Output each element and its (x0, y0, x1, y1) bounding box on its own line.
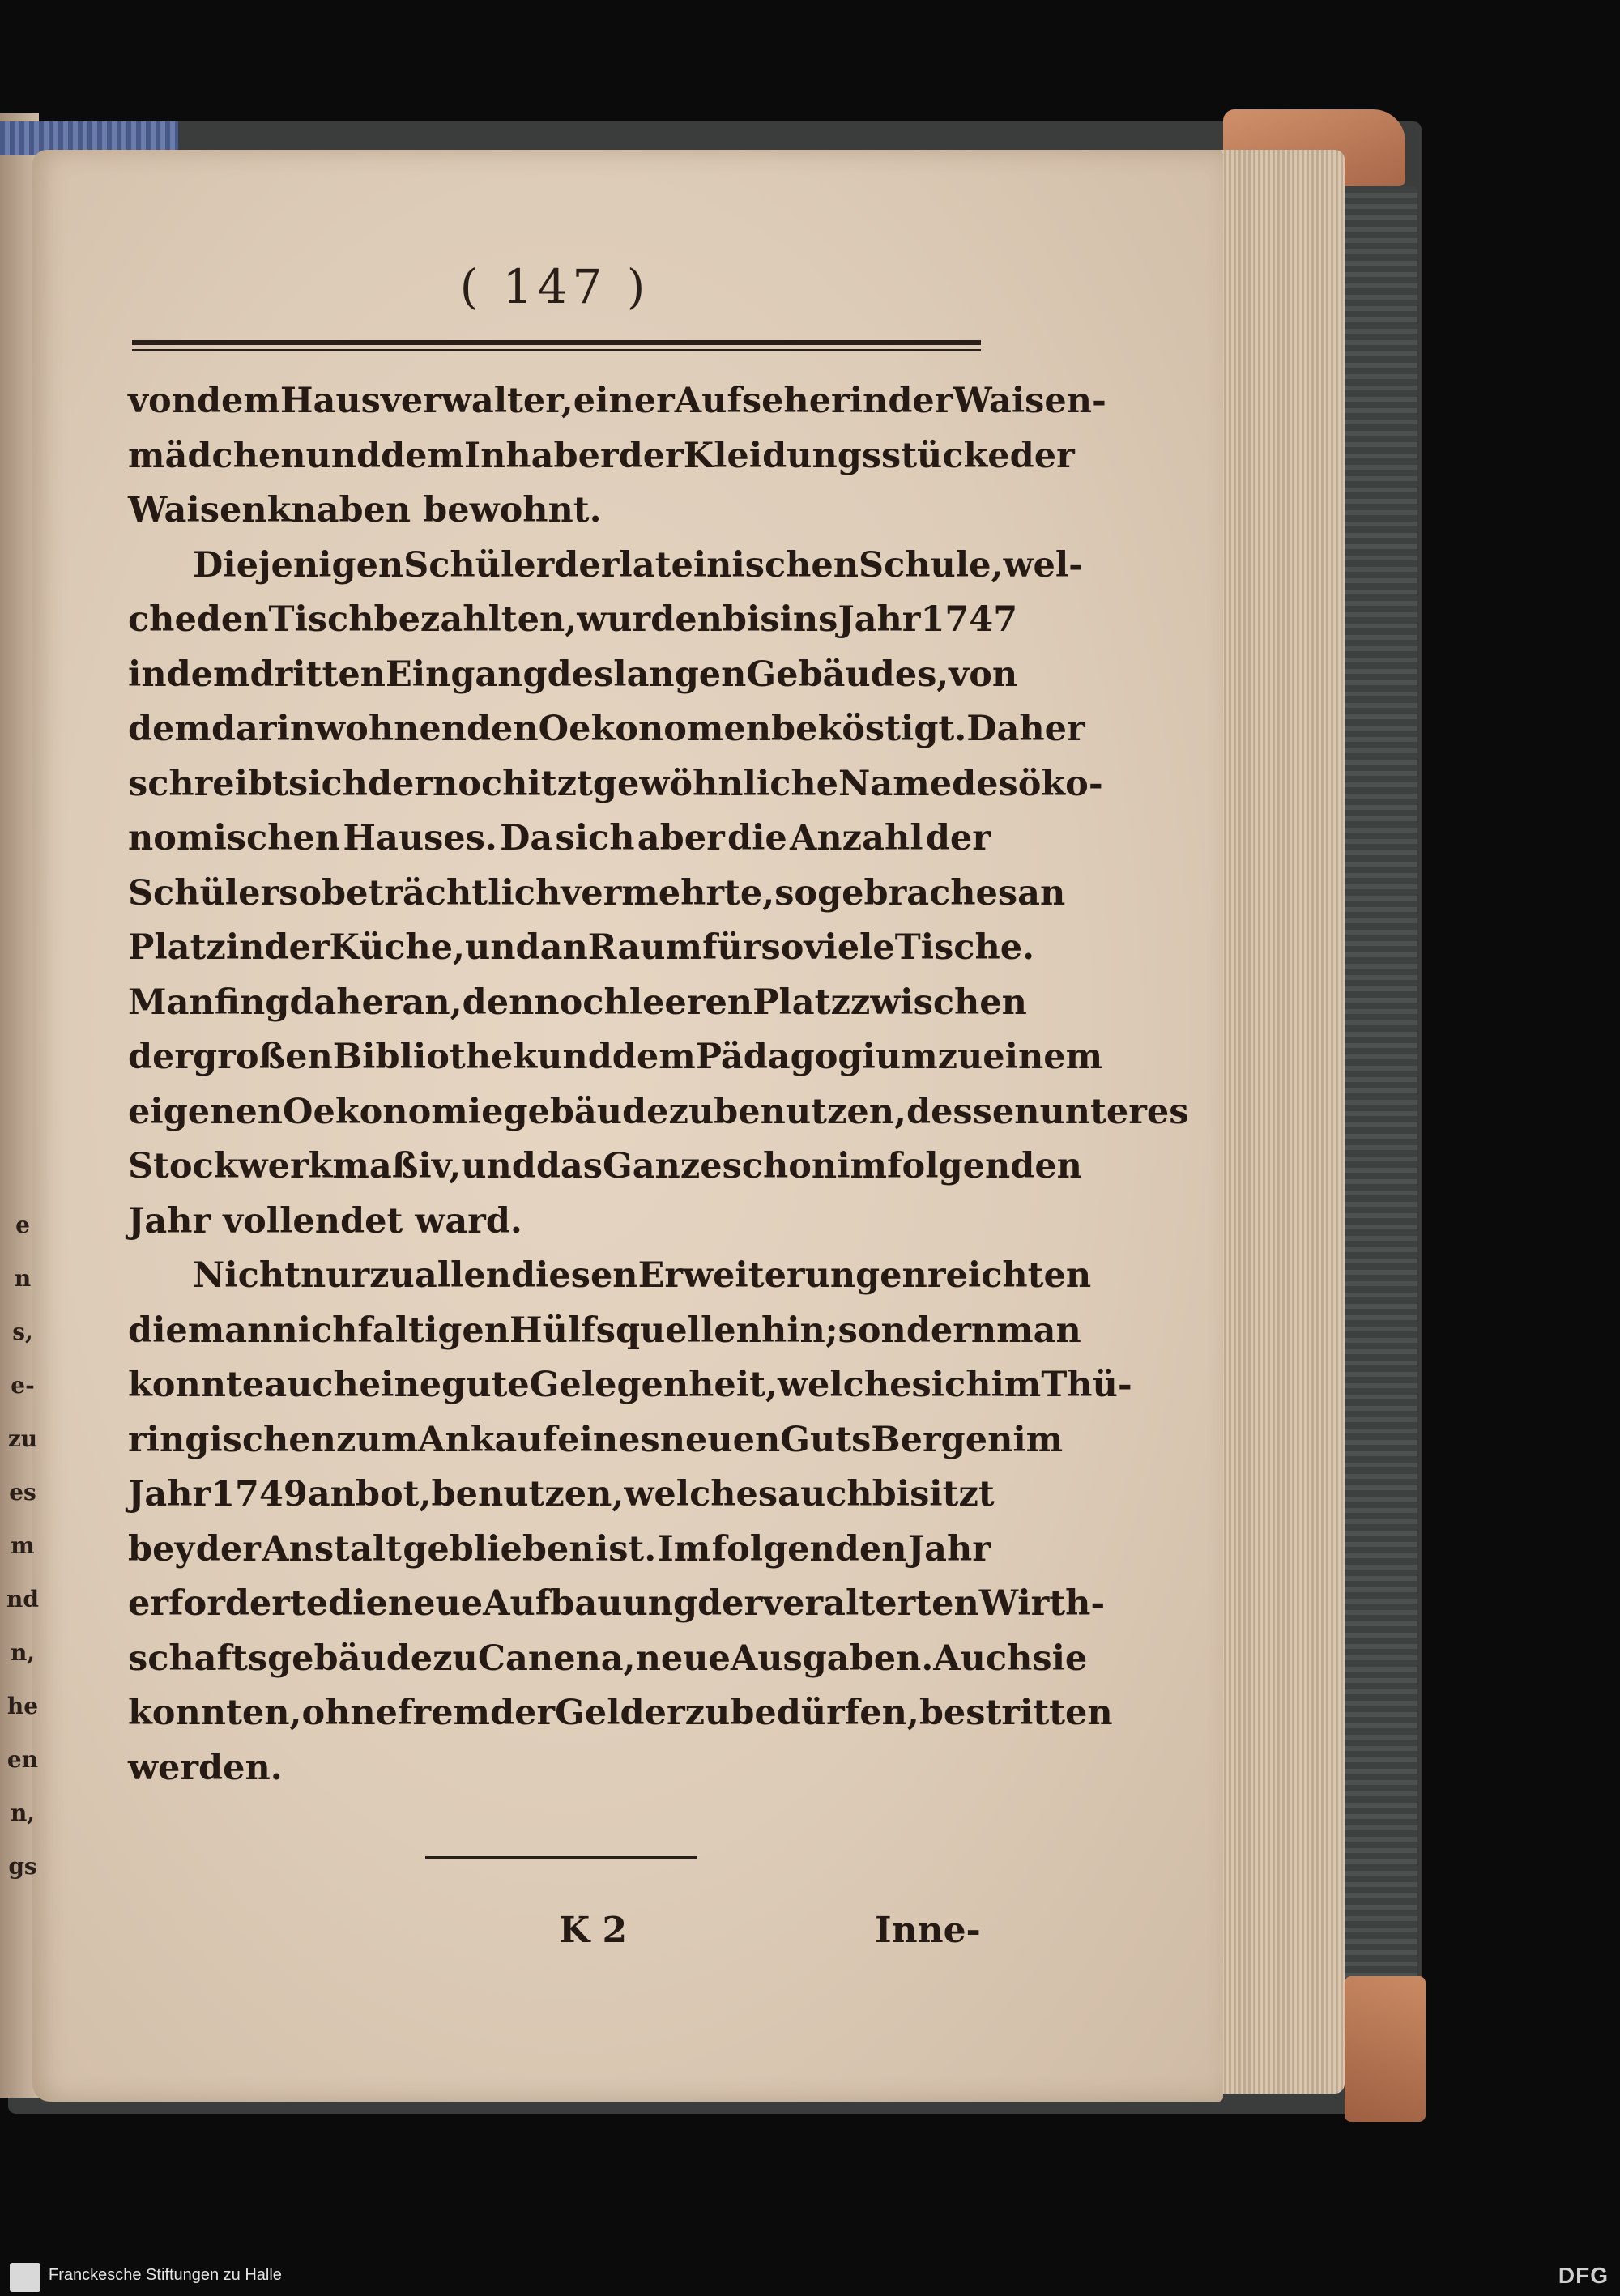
signature-mark: K 2 (559, 1910, 628, 1951)
margin-letter: e (15, 1212, 30, 1238)
page-fore-edge (1207, 150, 1345, 2094)
text-line: Nicht nur zu allen diesen Erweiterungen reichten (193, 1255, 1092, 1296)
text-line: Waisenknaben bewohnt. (128, 490, 602, 530)
header-rule (132, 340, 981, 351)
leather-corner-bottom (1345, 1976, 1426, 2122)
footer-rule (425, 1856, 697, 1859)
text-line: che den Tisch bezahlten, wurden bis ins Jahr 1747 (128, 599, 1018, 640)
margin-letter: n (14, 1265, 32, 1292)
dfg-logo: DFG (1558, 2263, 1609, 2288)
source-credit: Franckesche Stiftungen zu Halle (49, 2266, 282, 2284)
text-line: von dem Hausverwalter, einer Aufseherin der Waisen- (128, 381, 1106, 421)
text-line: in dem dritten Eingang des langen Gebäudes, von (128, 654, 1018, 695)
left-page-margin-text (6, 1199, 39, 1893)
page-number-header: ( 147 ) (459, 259, 650, 314)
margin-letter: m (11, 1532, 35, 1559)
catchword: Inne- (875, 1910, 981, 1951)
text-line: schaftsgebäude zu Canena, neue Ausgaben. Auch sie (128, 1638, 1088, 1679)
text-line: erforderte die neue Aufbauung der veralterten Wirth- (128, 1583, 1106, 1624)
text-line: konnten, ohne fremder Gelder zu bedürfen, bestritten (128, 1693, 1113, 1733)
text-line: ringischen zum Ankauf eines neuen Guts Bergen im (128, 1419, 1064, 1460)
margin-letter: s, (12, 1318, 33, 1345)
text-line: der großen Bibliothek und dem Pädagogium zu einem (128, 1037, 1103, 1077)
margin-letter: n, (10, 1800, 36, 1826)
text-line: eigenen Oekonomiegebäude zu benutzen, dessen unteres (128, 1091, 1189, 1132)
margin-letter: nd (6, 1586, 39, 1612)
text-line: werden. (128, 1747, 283, 1788)
margin-letter: e- (11, 1372, 35, 1399)
text-line: schreibt sich der noch itzt gewöhnliche Name des öko- (128, 763, 1103, 804)
text-line: Man fing daher an, den noch leeren Platz zwischen (128, 982, 1027, 1023)
text-line: dem darin wohnenden Oekonomen beköstigt. Daher (128, 709, 1085, 749)
text-line: nomischen Hauses. Da sich aber die Anzahl der (128, 818, 991, 858)
institution-logo-icon (10, 2263, 40, 2292)
text-line: Jahr vollendet ward. (128, 1200, 522, 1242)
text-line: mädchen und dem Inhaber der Kleidungsstücke der (128, 435, 1075, 476)
margin-letter: zu (7, 1425, 38, 1452)
text-line: konnte auch eine gute Gelegenheit, welche sich im Thü- (128, 1365, 1132, 1405)
margin-letter: he (6, 1693, 39, 1719)
text-line: Stockwerk maßiv, und das Ganze schon im folgenden (128, 1146, 1082, 1186)
text-line: Diejenigen Schüler der lateinischen Schule, wel- (193, 544, 1084, 586)
text-line: die mannichfaltigen Hülfsquellen hin; sondern man (128, 1310, 1081, 1351)
text-line: Platz in der Küche, und an Raum für so viele Tische. (128, 927, 1035, 968)
margin-letter: es (9, 1479, 36, 1506)
text-line: bey der Anstalt geblieben ist. Im folgenden Jahr (128, 1528, 991, 1570)
margin-letter: n, (10, 1639, 36, 1666)
text-line: Schüler so beträchtlich vermehrte, so gebrach es an (128, 872, 1066, 914)
margin-letter: gs (8, 1853, 37, 1880)
body-text (128, 374, 1189, 1795)
text-line: Jahr 1749 anbot, benutzen, welches auch bis itzt (128, 1474, 995, 1514)
margin-letter: en (6, 1746, 39, 1773)
